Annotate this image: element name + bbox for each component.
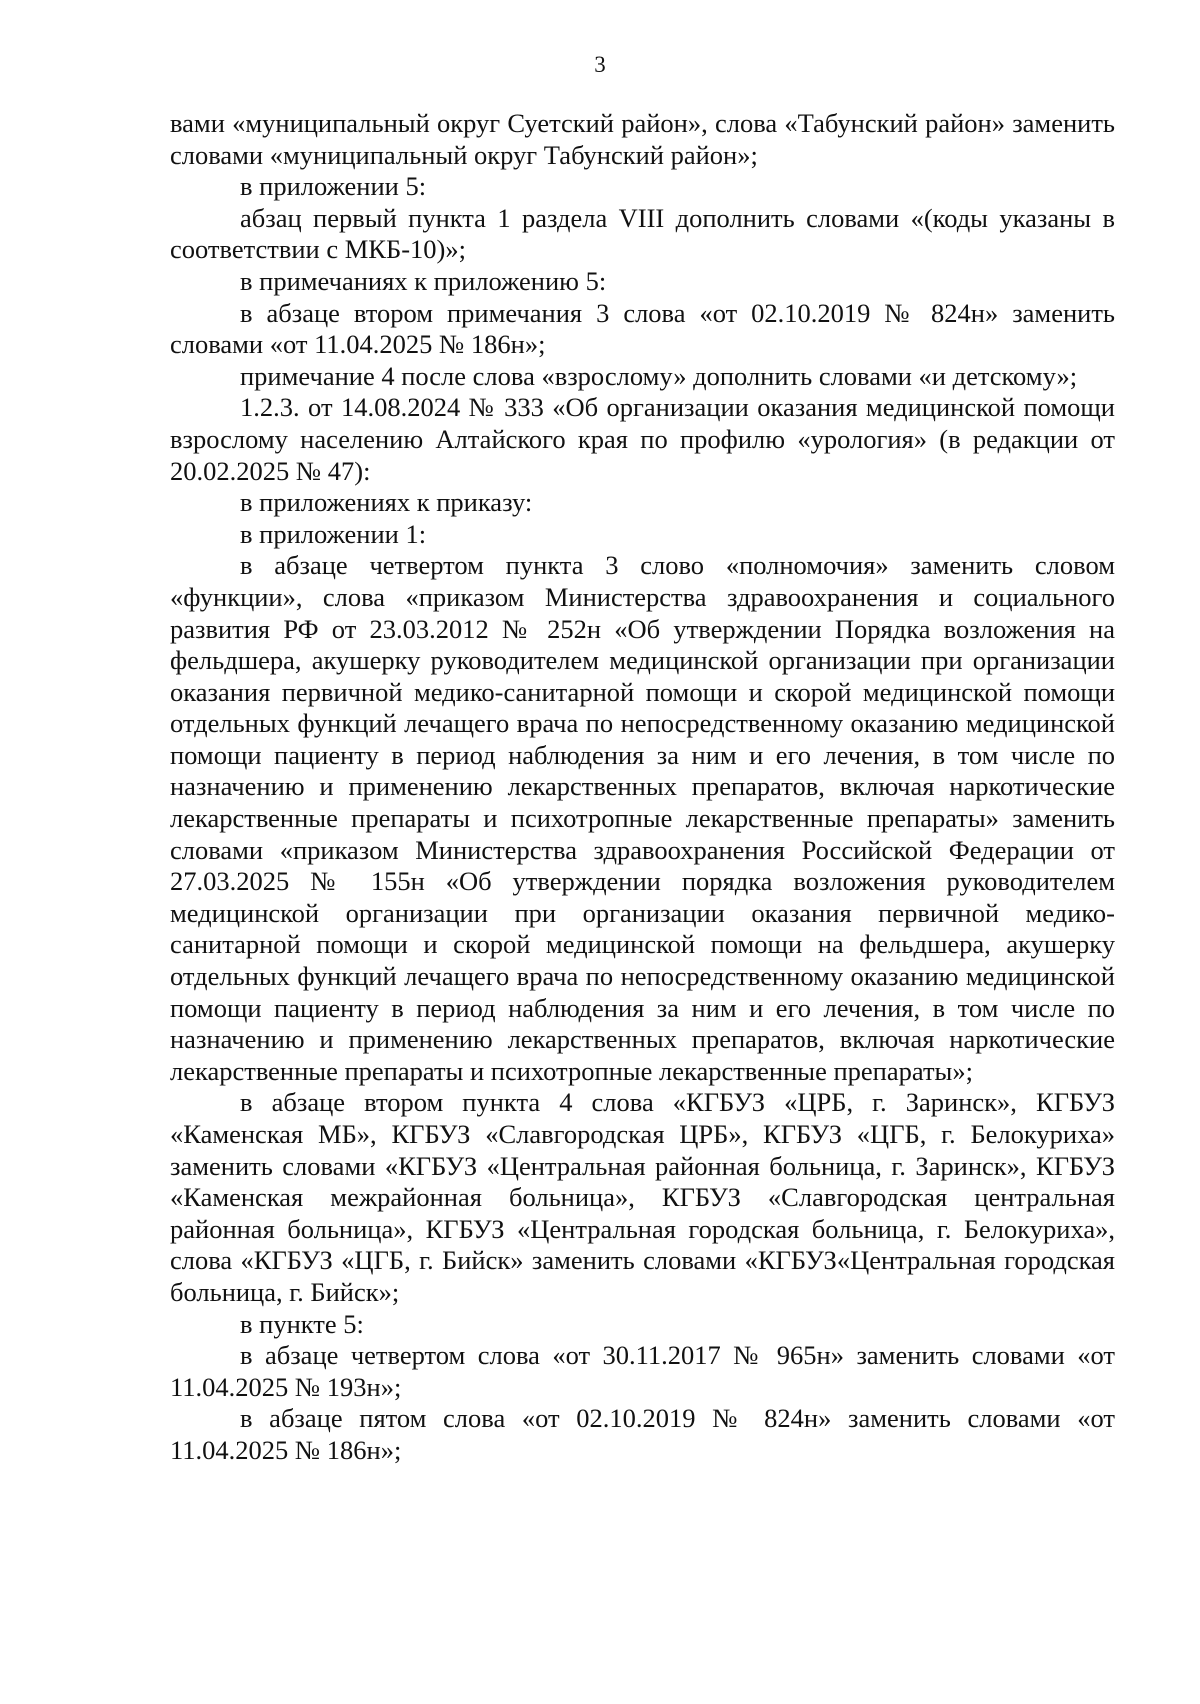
paragraph: в приложении 1:: [240, 518, 427, 549]
paragraph: абзац первый пункта 1 раздела VIII дополнить словами «(коды указаны в соответствии с МКБ-10)»;: [170, 202, 1115, 265]
paragraph: в примечаниях к приложению 5:: [240, 265, 607, 296]
paragraph: в абзаце втором примечания 3 слова «от 02.10.2019 № 824н» заменить словами «от 11.04.2025 № 186н»;: [170, 297, 1115, 360]
paragraph: в приложении 5:: [240, 171, 427, 202]
paragraph: в пункте 5:: [240, 1308, 364, 1339]
paragraph: примечание 4 после слова «взрослому» дополнить словами «и детскому»;: [240, 360, 1078, 391]
paragraph: в абзаце втором пункта 4 слова «КГБУЗ «ЦРБ, г. Заринск», КГБУЗ «Каменская МБ», КГБУЗ «Славгородская ЦРБ», КГБУЗ «ЦГБ, г. Белокуриха» заменить словами «КГБУЗ «Центральная районная больница, г. Заринск», КГБУЗ «Каменская межрайонная больница», КГБУЗ «Славгородская центральная районная больница», КГБУЗ «Центральная городская больница, г. Белокуриха», слова «КГБУЗ «ЦГБ, г. Бийск» заменить словами «КГБУЗ«Центральная городская больница, г. Бийск»;: [170, 1087, 1115, 1307]
paragraph: 1.2.3. от 14.08.2024 № 333 «Об организации оказания медицинской помощи взрослому населению Алтайского края по профилю «урология» (в редакции от 20.02.2025 № 47):: [170, 392, 1115, 486]
paragraph: в абзаце пятом слова «от 02.10.2019 № 824н» заменить словами «от 11.04.2025 № 186н»;: [170, 1403, 1115, 1465]
paragraph: вами «муниципальный округ Суетский район», слова «Табунский район» заменить словами «муниципальный округ Табунский район»;: [170, 108, 1115, 170]
paragraph: в абзаце четвертом слова «от 30.11.2017 № 965н» заменить словами «от 11.04.2025 № 193н»;: [170, 1340, 1115, 1402]
page-number: 3: [594, 52, 606, 77]
paragraph: в абзаце четвертом пункта 3 слово «полномочия» заменить словом «функции», слова «приказом Министерства здравоохранения и социального развития РФ от 23.03.2012 № 252н «Об утверждении Порядка возложения на фельдшера, акушерку руководителем медицинской организации при организации оказания первичной медико-санитарной помощи и скорой медицинской помощи отдельных функций лечащего врача по непосредственному оказанию медицинской помощи пациенту в период наблюдения за ним и его лечения, в том числе по назначению и применению лекарственных препаратов, включая наркотические лекарственные препараты и психотропные лекарственные препараты» заменить словами «приказом Министерства здравоохранения Российской Федерации от 27.03.2025 № 155н «Об утверждении порядка возложения руководителем медицинской организации при организации оказания первичной медико-санитарной помощи и скорой медицинской помощи на фельдшера, акушерку отдельных функций лечащего врача по непосредственному оказанию медицинской помощи пациенту в период наблюдения за ним и его лечения, в том числе по назначению и применению лекарственных препаратов, включая наркотические лекарственные препараты и психотропные лекарственные препараты»;: [170, 550, 1115, 1086]
document-body: [170, 108, 1115, 1467]
paragraph: в приложениях к приказу:: [240, 487, 533, 518]
